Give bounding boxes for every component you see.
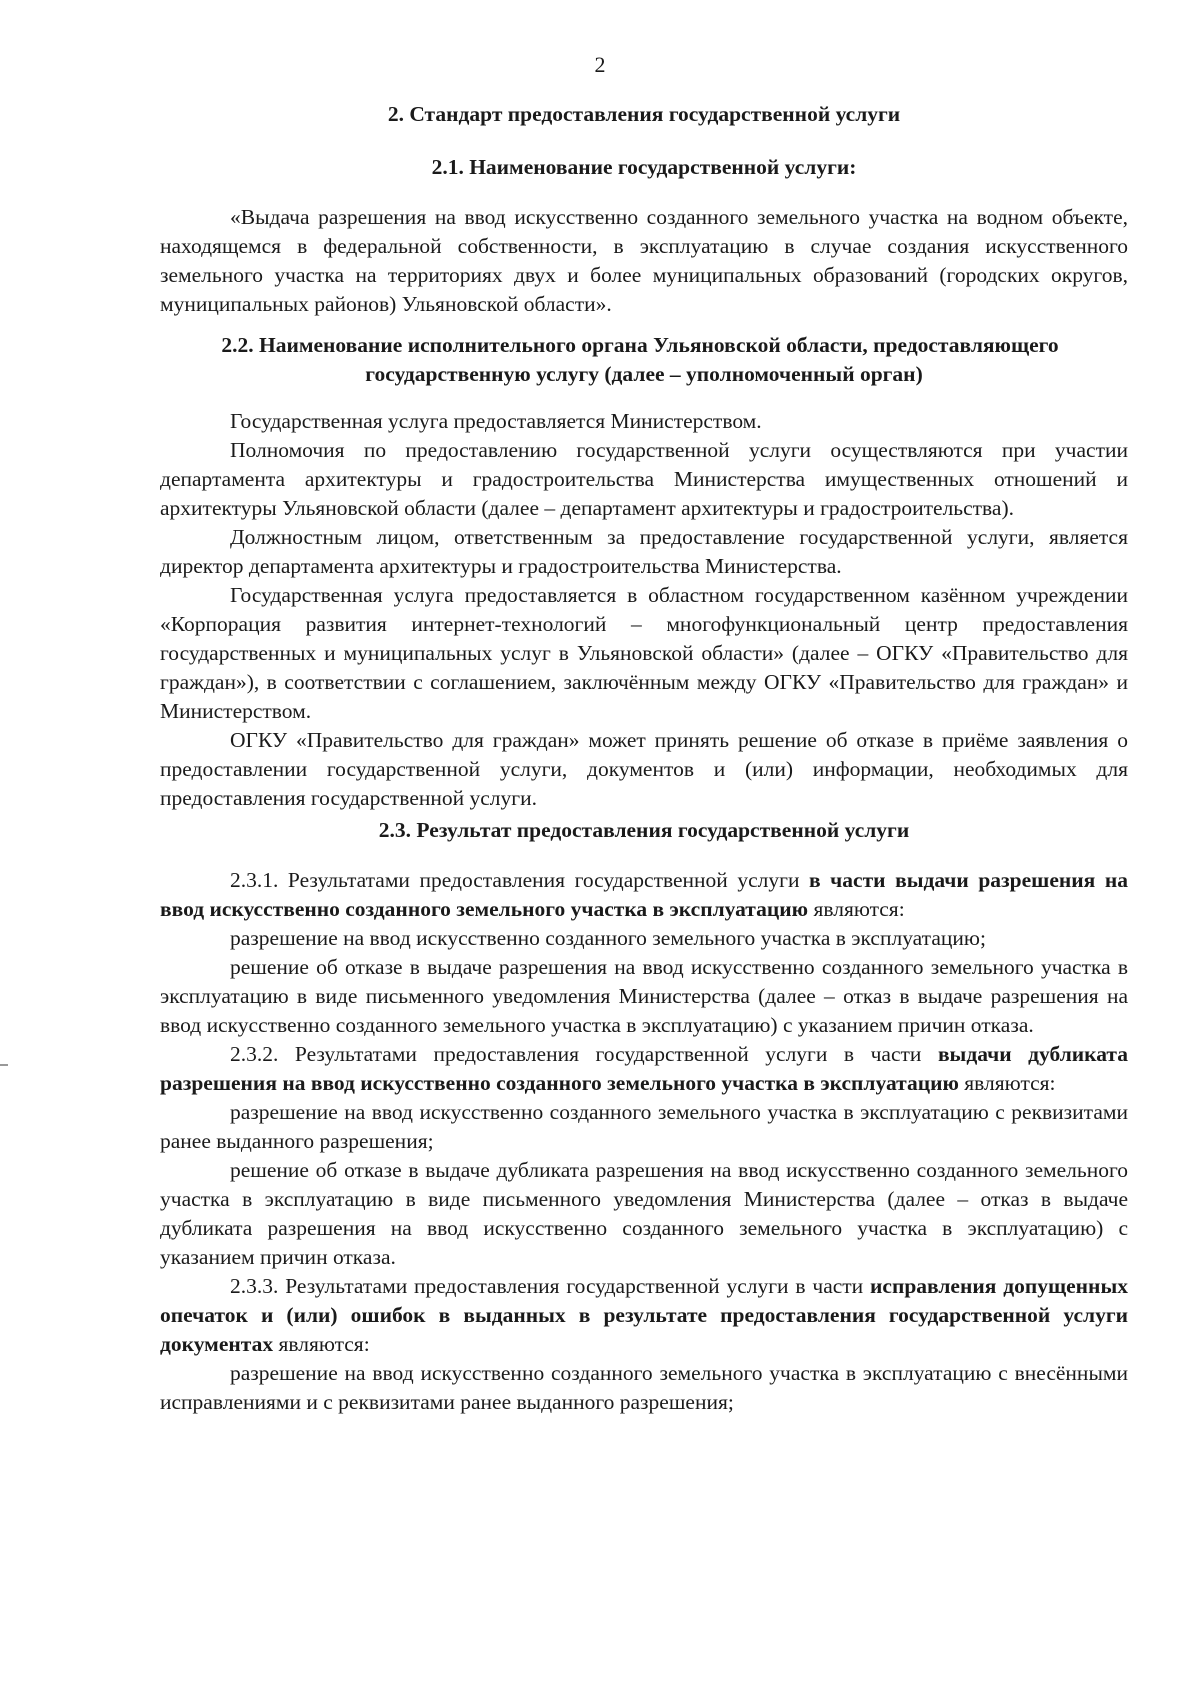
item-tail-text: являются: [808, 897, 905, 921]
page-number: 2 [594, 52, 606, 77]
paragraph: решение об отказе в выдаче дубликата разрешения на ввод искусственно созданного земельного участка в эксплуатацию в виде письменного уведомления Министерства (далее – отказ в выдаче дубликата разрешения на ввод искусственно созданного земельного участка в эксплуатацию) с указанием причин отказа. [160, 1158, 1128, 1269]
section-2-title: 2. Стандарт предоставления государственной услуги [387, 102, 901, 126]
section-2-2-body [160, 407, 1128, 813]
section-2-3-body [160, 866, 1128, 1417]
paragraph: ОГКУ «Правительство для граждан» может принять решение об отказе в приёме заявления о предоставлении государственной услуги, документов и (или) информации, необходимых для предоставления государственной услуги. [160, 728, 1128, 810]
item-2-3-2 [160, 1040, 1128, 1098]
item-lead-text: 2.3.2. Результатами предоставления государственной услуги в части [230, 1042, 938, 1066]
item-2-3-1 [160, 866, 1128, 924]
item-lead-text: 2.3.1. Результатами предоставления государственной услуги [230, 868, 810, 892]
item-bold-text: выдачи дубликата разрешения на ввод искусственно созданного земельного участка в эксплуатацию [160, 1042, 1128, 1095]
item-lead-text: 2.3.3. Результатами предоставления государственной услуги в части [230, 1274, 871, 1298]
item-bold-text: в части выдачи разрешения на ввод искусственно созданного земельного участка в эксплуатацию [160, 868, 1128, 921]
item-tail-text: являются: [273, 1332, 370, 1356]
paragraph: разрешение на ввод искусственно созданного земельного участка в эксплуатацию с внесёнными исправлениями и с реквизитами ранее выданного разрешения; [160, 1361, 1128, 1414]
section-2-1-text: «Выдача разрешения на ввод искусственно созданного земельного участка на водном объекте, находящемся в федеральной собственности, в эксплуатацию в случае создания искусственного земельного участка на территориях двух и более муниципальных образований (городских округов, муниципальных районов) Ульяновской области». [160, 205, 1128, 316]
section-2-2-title-line1: 2.2. Наименование исполнительного органа Ульяновской области, предоставляющего [221, 333, 1059, 357]
item-bold-text: исправления допущенных опечаток и (или) ошибок в выданных в результате предоставления государственной услуги документах [160, 1274, 1128, 1356]
paragraph: Государственная услуга предоставляется Министерством. [230, 409, 762, 433]
paragraph: разрешение на ввод искусственно созданного земельного участка в эксплуатацию с реквизитами ранее выданного разрешения; [160, 1100, 1128, 1153]
scan-artifact [0, 1064, 8, 1066]
section-2-2-title-line2: государственную услугу (далее – уполномоченный орган) [365, 362, 923, 386]
paragraph: Должностным лицом, ответственным за предоставление государственной услуги, является директор департамента архитектуры и градостроительства Министерства. [160, 525, 1128, 578]
item-tail-text: являются: [958, 1071, 1056, 1095]
section-2-1-title: 2.1. Наименование государственной услуги: [431, 155, 857, 179]
paragraph: Полномочия по предоставлению государственной услуги осуществляются при участии департамента архитектуры и градостроительства Министерства имущественных отношений и архитектуры Ульяновской области (далее – департамент архитектуры и градостроительства). [160, 438, 1128, 520]
paragraph: решение об отказе в выдаче разрешения на ввод искусственно созданного земельного участка в эксплуатацию в виде письменного уведомления Министерства (далее – отказ в выдаче разрешения на ввод искусственно созданного земельного участка в эксплуатацию) с указанием причин отказа. [160, 955, 1128, 1037]
paragraph: разрешение на ввод искусственно созданного земельного участка в эксплуатацию; [230, 926, 986, 950]
paragraph: Государственная услуга предоставляется в областном государственном казённом учреждении «Корпорация развития интернет-технологий – многофункциональный центр предоставления государственных и муниципальных услуг в Ульяновской области» (далее – ОГКУ «Правительство для граждан»), в соответствии с соглашением, заключённым между ОГКУ «Правительство для граждан» и Министерством. [160, 583, 1128, 723]
item-2-3-3 [160, 1272, 1128, 1359]
section-2-3-title: 2.3. Результат предоставления государственной услуги [378, 818, 910, 842]
